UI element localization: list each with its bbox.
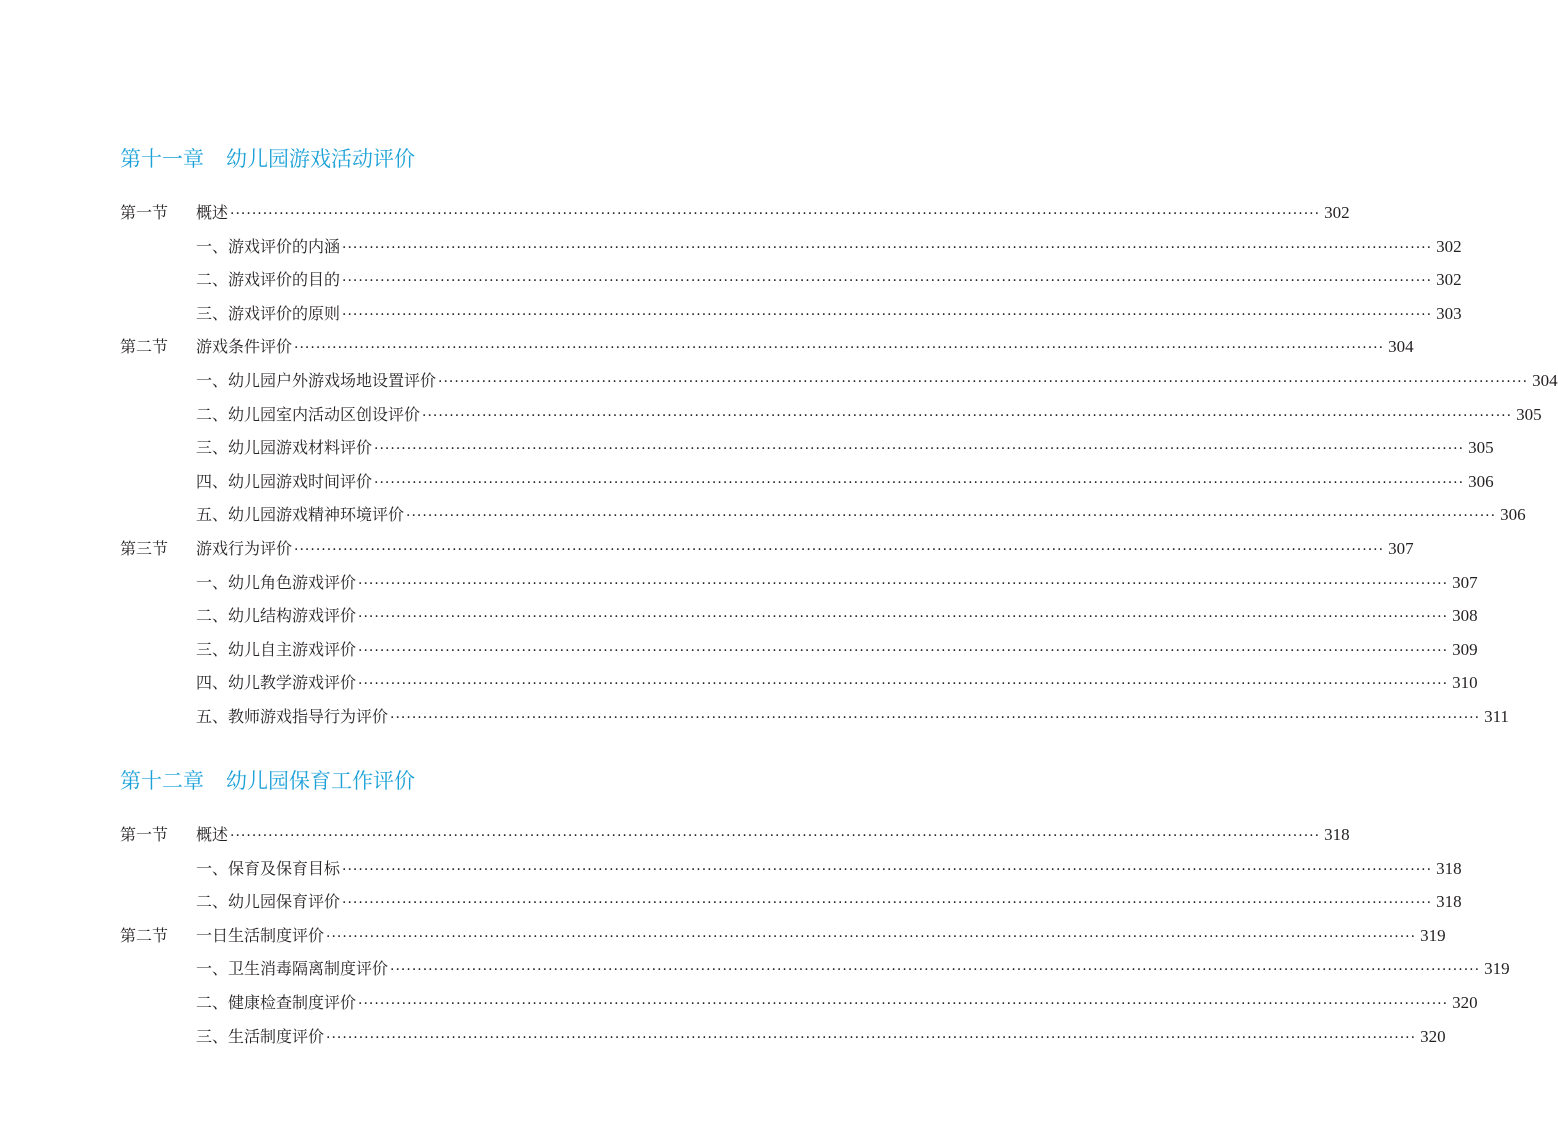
toc-subsection-entry[interactable] xyxy=(196,856,1462,882)
toc-section-entry[interactable] xyxy=(120,536,1414,562)
page-number: 306 xyxy=(1468,471,1494,491)
toc-subsection-entry[interactable] xyxy=(196,402,1542,428)
page-number: 319 xyxy=(1484,959,1510,979)
entry-label: 游戏行为评价 xyxy=(196,539,293,558)
page-number: 311 xyxy=(1484,707,1509,726)
chapter-title: 幼儿园保育工作评价 xyxy=(226,769,415,793)
entry-label: 五、教师游戏指导行为评价 xyxy=(196,707,389,726)
page-number: 305 xyxy=(1468,438,1494,458)
toc-subsection-entry[interactable] xyxy=(196,234,1462,260)
page-number: 302 xyxy=(1436,270,1462,290)
dot-leader: ········································································································································································································ xyxy=(230,206,1321,222)
dot-leader: ········································································································································································································ xyxy=(358,996,1449,1012)
page-number: 306 xyxy=(1500,505,1526,525)
entry-label: 一、幼儿角色游戏评价 xyxy=(196,572,357,592)
entry-label: 概述 xyxy=(196,203,229,222)
page-number: 304 xyxy=(1388,337,1414,357)
dot-leader: ········································································································································································································ xyxy=(390,962,1481,979)
entry-label: 二、健康检查制度评价 xyxy=(196,993,357,1012)
entry-label: 一、幼儿园户外游戏场地设置评价 xyxy=(196,371,437,390)
page-number: 307 xyxy=(1452,572,1478,592)
entry-label: 概述 xyxy=(196,825,229,844)
toc-subsection-entry[interactable] xyxy=(196,368,1558,394)
page-number: 318 xyxy=(1324,825,1350,844)
dot-leader: ········································································································································································································ xyxy=(374,474,1465,491)
toc-subsection-entry[interactable] xyxy=(196,990,1478,1016)
chapter-number: 第十一章 xyxy=(120,147,204,171)
page-number: 308 xyxy=(1452,606,1478,626)
entry-label: 一日生活制度评价 xyxy=(196,925,325,945)
page-number: 305 xyxy=(1516,404,1542,424)
dot-leader: ········································································································································································································ xyxy=(438,374,1529,390)
toc-section-entry[interactable] xyxy=(120,822,1350,848)
section-number: 第二节 xyxy=(120,925,169,945)
page-number: 302 xyxy=(1324,203,1350,222)
chapter-heading xyxy=(120,768,415,794)
page-number: 318 xyxy=(1436,892,1462,912)
section-number: 第二节 xyxy=(120,337,169,357)
toc-subsection-entry[interactable] xyxy=(196,704,1509,730)
toc-subsection-entry[interactable] xyxy=(196,637,1478,663)
page-number: 320 xyxy=(1420,1026,1446,1046)
section-number: 第一节 xyxy=(120,825,169,844)
toc-section-entry[interactable] xyxy=(120,334,1414,360)
dot-leader: ········································································································································································································ xyxy=(358,642,1449,659)
toc-subsection-entry[interactable] xyxy=(196,502,1526,528)
entry-label: 四、幼儿园游戏时间评价 xyxy=(196,471,373,491)
dot-leader: ········································································································································································································ xyxy=(326,928,1417,945)
toc-subsection-entry[interactable] xyxy=(196,469,1494,495)
page-number: 318 xyxy=(1436,858,1462,878)
entry-label: 三、幼儿自主游戏评价 xyxy=(196,639,357,659)
section-number: 第一节 xyxy=(120,203,169,222)
dot-leader: ········································································································································································································ xyxy=(230,828,1321,844)
toc-section-entry[interactable] xyxy=(120,200,1350,226)
entry-label: 二、幼儿园室内活动区创设评价 xyxy=(196,404,421,424)
dot-leader: ········································································································································································································ xyxy=(294,542,1385,558)
dot-leader: ········································································································································································································ xyxy=(342,861,1433,878)
dot-leader: ········································································································································································································ xyxy=(342,895,1433,912)
dot-leader: ········································································································································································································ xyxy=(358,609,1449,626)
page-number: 309 xyxy=(1452,639,1478,659)
dot-leader: ········································································································································································································ xyxy=(342,273,1433,290)
entry-label: 五、幼儿园游戏精神环境评价 xyxy=(196,505,405,525)
dot-leader: ········································································································································································································ xyxy=(358,575,1449,592)
dot-leader: ········································································································································································································ xyxy=(374,441,1465,458)
dot-leader: ········································································································································································································ xyxy=(342,306,1433,323)
page-number: 319 xyxy=(1420,925,1446,945)
dot-leader: ········································································································································································································ xyxy=(406,508,1497,525)
entry-label: 四、幼儿教学游戏评价 xyxy=(196,673,357,693)
toc-subsection-entry[interactable] xyxy=(196,889,1462,915)
entry-label: 二、幼儿园保育评价 xyxy=(196,892,341,912)
dot-leader: ········································································································································································································ xyxy=(358,676,1449,693)
entry-label: 二、幼儿结构游戏评价 xyxy=(196,606,357,626)
entry-label: 三、游戏评价的原则 xyxy=(196,303,341,323)
dot-leader: ········································································································································································································ xyxy=(422,407,1513,424)
page-number: 320 xyxy=(1452,993,1478,1012)
toc-subsection-entry[interactable] xyxy=(196,570,1478,596)
page-number: 302 xyxy=(1436,236,1462,256)
toc-subsection-entry[interactable] xyxy=(196,267,1462,293)
dot-leader: ········································································································································································································ xyxy=(326,1029,1417,1046)
entry-label: 三、生活制度评价 xyxy=(196,1026,325,1046)
dot-leader: ········································································································································································································ xyxy=(294,340,1385,357)
entry-label: 一、保育及保育目标 xyxy=(196,858,341,878)
chapter-number: 第十二章 xyxy=(120,769,204,793)
page-number: 310 xyxy=(1452,673,1478,693)
chapter-title: 幼儿园游戏活动评价 xyxy=(226,147,415,171)
toc-subsection-entry[interactable] xyxy=(196,956,1510,982)
toc-section-entry[interactable] xyxy=(120,923,1446,949)
page-number: 303 xyxy=(1436,303,1462,323)
toc-subsection-entry[interactable] xyxy=(196,301,1462,327)
dot-leader: ········································································································································································································ xyxy=(390,710,1481,726)
entry-label: 二、游戏评价的目的 xyxy=(196,270,341,290)
chapter-heading xyxy=(120,146,415,172)
entry-label: 一、卫生消毒隔离制度评价 xyxy=(196,959,389,979)
toc-subsection-entry[interactable] xyxy=(196,435,1494,461)
section-number: 第三节 xyxy=(120,539,169,558)
toc-subsection-entry[interactable] xyxy=(196,1024,1446,1050)
dot-leader: ········································································································································································································ xyxy=(342,239,1433,256)
entry-label: 一、游戏评价的内涵 xyxy=(196,236,341,256)
toc-subsection-entry[interactable] xyxy=(196,670,1478,696)
entry-label: 三、幼儿园游戏材料评价 xyxy=(196,438,373,458)
entry-label: 游戏条件评价 xyxy=(196,337,293,357)
page-number: 304 xyxy=(1532,371,1558,390)
toc-subsection-entry[interactable] xyxy=(196,603,1478,629)
page-number: 307 xyxy=(1388,539,1414,558)
